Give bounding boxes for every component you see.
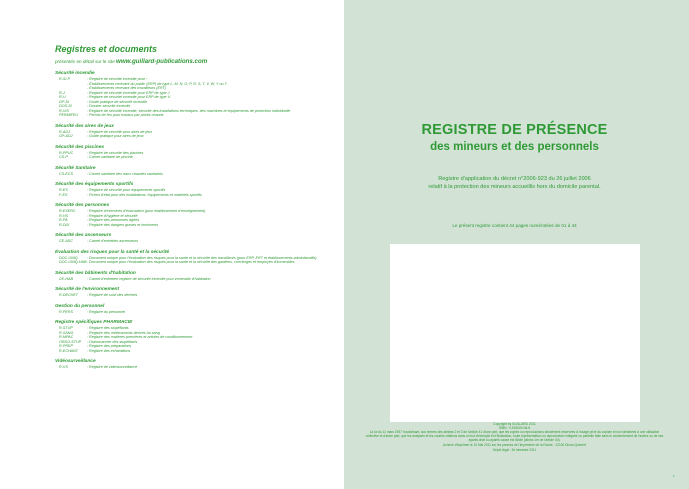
item-code: R-U: [59, 95, 66, 99]
item-description: : Registre des dangers graves et imminents: [87, 222, 159, 227]
item-description: : Registre de suivi des déchets: [87, 293, 138, 297]
isbn-line: ISBN : 0-915000-06-8: [498, 426, 530, 431]
item-description: : Registre de sécurité incendie, sécurité des installations techniques, des machines et équipements de protection individuelle: [87, 108, 291, 113]
item-code: R-PREP: [59, 344, 73, 348]
item-code: R-SANG: [59, 330, 74, 335]
item-description: : Registre des stupéfiants: [87, 326, 129, 330]
item-code: DOS-SI: [59, 104, 72, 108]
item-code: R-J: [59, 90, 65, 95]
item-description: : Dossier sécurité incendie: [87, 104, 131, 108]
item-description: : Guide pratique de sécurité incendie: [87, 99, 148, 104]
item-description: : Registre de vidéosurveillance: [87, 365, 138, 369]
copyright-line: Copyright by GUILLARD 2011: [493, 422, 536, 426]
list-item: [55, 172, 340, 177]
item-code: R-SI-P: [59, 77, 71, 81]
cover-title: REGISTRE DE PRÉSENCE: [421, 122, 608, 138]
item-description: : Registre d'exercices d'évacuation (pour établissement d'enseignement): [87, 209, 206, 213]
document-section: [55, 233, 340, 244]
item-code: R-VS: [59, 365, 68, 369]
section-title: Sécurité des équipements sportifs: [55, 182, 134, 187]
document-section: [55, 359, 340, 370]
item-code: DOC-UNIQ-HAB: [59, 260, 87, 264]
item-description: : Registre du personnel: [87, 309, 126, 314]
list-subtitle: [55, 58, 340, 65]
document-section: [55, 166, 340, 177]
item-description: : Carnet d'entretien registre de sécurité incendie pour immeuble d'habitation: [87, 276, 211, 281]
item-description: : Registre des échantillons: [87, 348, 131, 353]
list-item: [55, 260, 340, 265]
item-code: R-PPUC: [59, 150, 74, 155]
item-description: : Document unique pour l'évaluation des risques pour la santé et la sécurité des gardiens, concierges et employés d'immeubles: [87, 260, 295, 264]
item-description: : Guide pratique pour aires de jeux: [87, 134, 144, 138]
list-item: [55, 310, 340, 315]
document-section: [55, 250, 340, 265]
back-cover-page: [0, 0, 344, 489]
section-title: Vidéosurveillance: [55, 359, 96, 364]
application-text: [352, 176, 677, 191]
document-section: [55, 124, 340, 139]
item-code: R-VIS: [59, 108, 69, 113]
item-description: : Registre d'hygiène et sécurité: [87, 213, 138, 218]
item-code: CS-ECS: [59, 171, 73, 176]
document-section: [55, 182, 340, 197]
item-description: : Registre des matières premières et articles de conditionnement: [87, 335, 193, 339]
item-code: GP-SI: [59, 99, 70, 104]
list-item: [55, 193, 340, 198]
item-code: R-MPAC: [59, 335, 74, 339]
item-code: R-DGI: [59, 222, 70, 227]
item-description: : Registre des préparations: [87, 344, 132, 348]
item-code: R-HS: [59, 213, 69, 218]
cover-subtitle: des mineurs et des personnels: [430, 141, 599, 153]
item-description: : Registre de sécurité incendie pour ERP de type J: [87, 90, 170, 95]
list-item: [55, 293, 340, 298]
item-description: : Carnet d'entretien ascenseurs: [87, 239, 139, 243]
item-description: : Registre des personnes âgées: [87, 218, 140, 222]
section-title: Registre spécifiques PHARMACIE: [55, 320, 133, 325]
item-description: - Établissements recevant du public (ERP) de type L, M, N, O, P, R, S, T, V, W, Y ou Y: [87, 81, 227, 86]
item-description: : Carnet sanitaire des eaux chaudes sanitaires: [87, 171, 163, 176]
section-title: Gestion du personnel: [55, 303, 105, 309]
list-item: [55, 365, 340, 370]
item-code: R-PERS: [59, 309, 73, 314]
document-section: [55, 271, 340, 282]
list-title: Registres et documents: [55, 44, 158, 54]
item-description: : Registre de sécurité des piscines: [87, 150, 144, 155]
item-code: PERMIFEU: [59, 113, 79, 117]
document-section: [55, 304, 340, 315]
section-title: Évaluation des risques pour la santé et la sécurité: [55, 249, 170, 255]
sections-container: [55, 71, 340, 370]
item-description: : Registre de sécurité pour aires de jeux: [87, 129, 153, 134]
section-title: Sécurité des bâtiments d'habitation: [55, 270, 136, 276]
list-item: [55, 113, 340, 118]
application-line-2: relatif à la protection des mineurs accueillis hors du domicile parental.: [428, 183, 601, 190]
document-section: [55, 320, 340, 353]
item-code: R-ECHANT: [59, 348, 79, 353]
item-code: R-ADJ: [59, 129, 70, 134]
item-code: R-DECHET: [59, 293, 79, 297]
document-section: [55, 203, 340, 227]
document-section: [55, 71, 340, 118]
document-section: [55, 145, 340, 160]
list-item: [55, 239, 340, 244]
legal-deposit-line: Dépôt légal : 2e trimestre 2011: [492, 447, 537, 452]
subtitle-prefix: présentés en détail sur le site: [55, 59, 115, 64]
item-description: : Registre de sécurité incendie pour :: [87, 77, 148, 81]
list-item: [55, 277, 340, 282]
page-number: 1: [673, 474, 675, 478]
website-url[interactable]: www.guillard-publications.com: [116, 58, 208, 65]
section-title: Sécurité des aires de jeux: [55, 123, 114, 129]
item-description: : Registre de sécurité incendie pour ERP de type U: [87, 95, 171, 99]
section-title: Sécurité des ascenseurs: [55, 233, 112, 238]
item-code: R-EXERC: [59, 209, 76, 213]
item-description: - Établissements recevant des travailleurs (ERT): [87, 86, 167, 90]
item-description: : Ordonnancier des stupéfiants: [87, 339, 138, 344]
application-line-1: Registre d'application du décret n°2006-923 du 26 juillet 2006: [438, 176, 591, 182]
item-code: GP-ADJ: [59, 134, 73, 138]
item-code: CS-P: [59, 155, 68, 159]
list-item: [55, 349, 340, 354]
item-code: ORDO-STUP: [59, 339, 82, 344]
item-code: F-ES: [59, 192, 68, 197]
item-description: : Registre des médicaments dérivés du sang: [87, 330, 160, 335]
item-code: R-PA: [59, 218, 68, 222]
item-code: R-STUP: [59, 326, 73, 330]
section-title: Sécurité des personnes: [55, 203, 110, 208]
documents-list: [55, 44, 340, 370]
section-title: Sécurité incendie: [55, 71, 95, 76]
item-code: DOC-UNIQ: [59, 255, 78, 260]
printing-line: Achevé d'imprimer le 10 Mai 2011 sur les presses de l'imprimerie de la Roche - 22100 Dinan-Quévert: [443, 443, 586, 448]
list-item: [55, 134, 340, 139]
item-code: R-ES: [59, 188, 68, 192]
copyright-block: [364, 422, 665, 452]
blank-label-box: [390, 244, 640, 422]
item-description: : Permis de feu pour travaux par points chauds: [87, 113, 164, 117]
legal-text: La loi du 11 mars 1957 n'autorisant, aux termes des alinéas 2 et 3 de l'article 41 d'une part, que les copies ou reproductions strictement réservées à l'usage privé du copiste et non destinées à une utilisation collective et d'autre part, que les analyses et les courtes citations dans un but d'exemple et d'illustration, toute représentation ou reproduction intégrale ou partielle faite sans le consentement de l'auteur ou de ses ayants droit ou ayants cause est illicite (alinéa 1er de l'article 40).: [365, 430, 664, 443]
item-code: CE-ASC: [59, 239, 73, 243]
pages-note: Le présent registre contient 44 pages numérotées de 01 à 44: [452, 223, 577, 228]
item-code: CE-HAB: [59, 276, 73, 281]
item-description: : Fiches d'état pour des installations, équipements et matériels sportifs: [87, 192, 202, 197]
item-description: : Registre de sécurité pour équipements sportifs: [87, 188, 166, 192]
document-section: [55, 287, 340, 298]
section-title: Sécurité Sanitaire: [55, 165, 96, 171]
item-description: : Document unique pour l'évaluation des risques pour la santé et la sécurité des travailleurs (pour ERP, ERT et établissements administratifs): [87, 255, 317, 260]
list-item: [55, 155, 340, 160]
item-description: : Carnet sanitaire de piscine: [87, 155, 133, 159]
section-title: Sécurité des piscines: [55, 144, 105, 150]
list-item: [55, 223, 340, 228]
section-title: Sécurité de l'environnement: [55, 287, 120, 292]
